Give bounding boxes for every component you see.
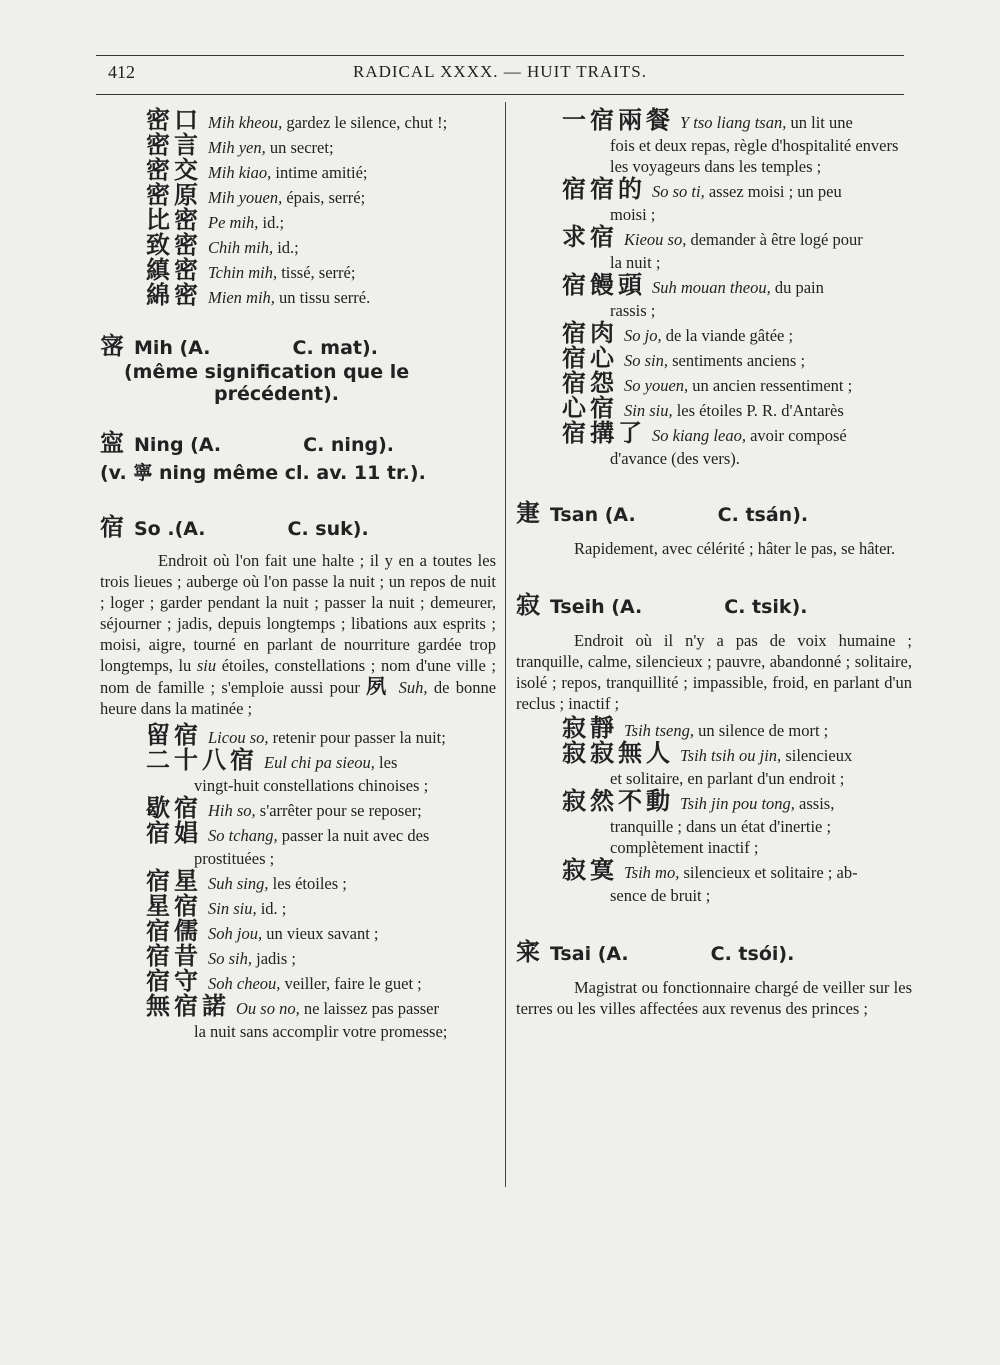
entry-cantonese: C. suk). [287, 518, 369, 540]
entry-char: 宷 [516, 938, 540, 966]
example-entry [146, 231, 496, 259]
example-continuation: moisi ; [610, 205, 656, 224]
example-chars: 綿密 [146, 281, 202, 309]
example-roman: Tsih tsih ou jin, [680, 746, 782, 765]
example-gloss: passer la nuit avec des [281, 826, 430, 845]
left-column [100, 108, 496, 1042]
entry-definition: Endroit où il n'y a pas de voix humaine ; tranquille, calme, silencieux ; pauvre, abandonné ; solitaire, isolé ; repos, tranquillité ; impassible, froid, en parlant d'un reclus ; inactif ; [516, 631, 912, 713]
example-gloss: assis, [799, 794, 835, 813]
example-entry [146, 892, 496, 920]
example-entry [562, 739, 912, 789]
example-gloss: de la viande gâtée ; [665, 326, 794, 345]
example-entry [562, 106, 912, 177]
example-roman: So sin, [624, 351, 669, 370]
example-chars: 宿肉 [562, 319, 618, 347]
entry-cantonese: C. ning). [303, 434, 394, 456]
entry-definition: Rapidement, avec célérité ; hâter le pas, se hâter. [574, 539, 896, 558]
example-roman: Hih so, [208, 801, 256, 820]
example-gloss: tissé, serré; [281, 263, 356, 282]
example-gloss: les étoiles ; [272, 874, 347, 893]
entry-title: Tsan (A. [550, 504, 636, 526]
example-entry [562, 175, 912, 225]
entry-ning [100, 423, 496, 485]
example-chars: 無宿諾 [146, 992, 230, 1020]
entry-title: Tseih (A. [550, 596, 643, 618]
example-entry [146, 156, 496, 184]
example-roman: Mien mih, [208, 288, 275, 307]
example-continuation: la nuit sans accomplir votre promesse; [194, 1022, 448, 1041]
def-roman: siu [196, 656, 217, 675]
example-roman: So jo, [624, 326, 662, 345]
entry-cantonese: C. mat). [292, 337, 378, 359]
header-rule-top [96, 55, 904, 56]
example-entry [146, 819, 496, 869]
example-chars: 縝密 [146, 256, 202, 284]
example-entry [562, 394, 912, 422]
example-gloss: les [379, 753, 398, 772]
so-examples [100, 721, 496, 1042]
example-roman: So so ti, [652, 182, 705, 201]
example-chars: 密原 [146, 181, 202, 209]
example-roman: Kieou so, [624, 230, 687, 249]
def-text: étoiles, constellations ; nom d'une ville ; nom de famille ; s'emploie aussi pour [100, 656, 496, 697]
example-roman: Ou so no, [236, 999, 300, 1018]
entry-cantonese: C. tsói). [710, 943, 795, 965]
example-entry [146, 942, 496, 970]
example-continuation: et solitaire, en parlant d'un endroit ; [610, 769, 845, 788]
example-continuation: sence de bruit ; [610, 886, 711, 905]
example-gloss: assez moisi ; un peu [708, 182, 842, 201]
example-entry [146, 794, 496, 822]
example-gloss: un vieux savant ; [266, 924, 379, 943]
example-roman: So kiang leao, [652, 426, 746, 445]
example-roman: So tchang, [208, 826, 278, 845]
example-roman: Soh jou, [208, 924, 263, 943]
ref-char: 寧 [133, 462, 153, 484]
example-roman: Tchin mih, [208, 263, 278, 282]
example-entry [146, 992, 496, 1042]
example-roman: Y tso liang tsan, [680, 113, 787, 132]
example-roman: Mih yen, [208, 138, 266, 157]
example-gloss: s'arrêter pour se reposer; [259, 801, 422, 820]
entry-line [100, 458, 496, 485]
example-entry [146, 181, 496, 209]
example-chars: 宿儒 [146, 917, 202, 945]
running-title: RADICAL XXXX. — HUIT TRAITS. [352, 62, 647, 81]
example-gloss: un lit une [790, 113, 853, 132]
example-gloss: du pain [774, 278, 824, 297]
example-entry [146, 967, 496, 995]
example-gloss: ne laissez pas passer [303, 999, 440, 1018]
example-chars: 致密 [146, 231, 202, 259]
def-roman: Suh, [398, 678, 428, 697]
so-examples-continued [516, 106, 912, 469]
example-roman: Tsih mo, [624, 863, 680, 882]
example-roman: Pe mih, [208, 213, 259, 232]
example-roman: Licou so, [208, 728, 269, 747]
example-chars: 求宿 [562, 223, 618, 251]
entry-tsan [516, 493, 912, 559]
example-chars: 寂寂無人 [562, 739, 674, 767]
example-entry [562, 369, 912, 397]
example-gloss: avoir composé [750, 426, 847, 445]
example-entry [562, 271, 912, 321]
example-entry [146, 917, 496, 945]
entry-cantonese: C. tsik). [724, 596, 808, 618]
example-continuation: tranquille ; dans un état d'inertie ; complètement inactif ; [610, 817, 832, 857]
entry-title: Ning (A. [134, 434, 222, 456]
example-gloss: un tissu serré. [279, 288, 371, 307]
mi-examples [100, 106, 496, 309]
example-chars: 宿搆了 [562, 419, 646, 447]
example-roman: Mih kiao, [208, 163, 272, 182]
tseih-examples [516, 714, 912, 906]
example-roman: Suh mouan theou, [652, 278, 771, 297]
example-chars: 一宿兩餐 [562, 106, 674, 134]
example-entry [146, 206, 496, 234]
example-roman: Chih mih, [208, 238, 274, 257]
example-entry [562, 787, 912, 858]
def-char: 夙 [366, 674, 393, 698]
example-roman: Mih youen, [208, 188, 283, 207]
example-continuation: rassis ; [610, 301, 656, 320]
example-gloss: id.; [262, 213, 285, 232]
entry-mih [100, 326, 496, 405]
example-entry [146, 131, 496, 159]
example-chars: 寂靜 [562, 714, 618, 742]
example-entry [562, 856, 912, 906]
example-roman: Sin siu, [624, 401, 673, 420]
example-roman: Suh sing, [208, 874, 269, 893]
example-chars: 寂寞 [562, 856, 618, 884]
example-gloss: retenir pour passer la nuit; [272, 728, 446, 747]
example-chars: 宿饅頭 [562, 271, 646, 299]
example-roman: Eul chi pa sieou, [264, 753, 375, 772]
example-roman: So sih, [208, 949, 253, 968]
example-continuation: la nuit ; [610, 253, 661, 272]
example-gloss: gardez le silence, chut !; [286, 113, 448, 132]
example-entry [562, 344, 912, 372]
example-continuation: prostituées ; [194, 849, 275, 868]
example-entry [562, 419, 912, 469]
example-roman: Soh cheou, [208, 974, 281, 993]
example-chars: 宿昔 [146, 942, 202, 970]
entry-char: 寁 [516, 499, 540, 527]
example-gloss: sentiments anciens ; [672, 351, 806, 370]
example-entry [146, 281, 496, 309]
entry-title: Tsai (A. [550, 943, 629, 965]
example-gloss: silencieux [785, 746, 853, 765]
example-gloss: id.; [277, 238, 299, 257]
example-chars: 宿星 [146, 867, 202, 895]
ref-prefix: (v. [100, 462, 127, 484]
def-text: Endroit où l'on fait une halte ; il y en a toutes les trois lieues ; auberge où l'on passe la nuit ; un repos de nuit ; loger ; garder pendant la nuit ; passer la nuit ; demeurer, séjourner ; jadis, depuis longtemps ; libations aux esprits ; moisi, aigre, tourné en parlant de nourriture gardée trop longtemps, lu [100, 551, 496, 675]
example-entry [146, 106, 496, 134]
example-chars: 二十八宿 [146, 746, 258, 774]
example-entry [146, 867, 496, 895]
entry-line: précédent). [214, 383, 340, 405]
entry-cantonese: C. tsán). [717, 504, 809, 526]
example-gloss: veiller, faire le guet ; [284, 974, 422, 993]
example-chars: 心宿 [562, 394, 618, 422]
example-chars: 密交 [146, 156, 202, 184]
example-continuation: fois et deux repas, règle d'hospitalité envers les voyageurs dans les temples ; [610, 136, 899, 176]
example-gloss: silencieux et solitaire ; ab- [683, 863, 858, 882]
example-chars: 寂然不動 [562, 787, 674, 815]
example-chars: 比密 [146, 206, 202, 234]
example-entry [146, 746, 496, 796]
example-gloss: un secret; [269, 138, 334, 157]
entry-title: Mih (A. [134, 337, 211, 359]
column-divider [505, 102, 506, 1187]
entry-tseih [516, 585, 912, 906]
example-gloss: un ancien ressentiment ; [692, 376, 853, 395]
example-chars: 留宿 [146, 721, 202, 749]
example-gloss: id. ; [260, 899, 287, 918]
entry-title: So .(A. [134, 518, 206, 540]
page-number: 412 [108, 62, 135, 82]
example-chars: 宿心 [562, 344, 618, 372]
entry-char: 宿 [100, 513, 124, 541]
example-entry [146, 256, 496, 284]
entry-char: 寂 [516, 591, 540, 619]
example-entry [146, 721, 496, 749]
example-chars: 密言 [146, 131, 202, 159]
entry-char: 宻 [100, 332, 124, 360]
example-chars: 星宿 [146, 892, 202, 920]
ref-text: ning même cl. av. 11 tr.). [159, 462, 426, 484]
example-chars: 密口 [146, 106, 202, 134]
example-entry [562, 223, 912, 273]
example-gloss: un silence de mort ; [698, 721, 829, 740]
example-chars: 宿娼 [146, 819, 202, 847]
example-continuation: vingt-huit constellations chinoises ; [194, 776, 429, 795]
example-roman: Tsih jin pou tong, [680, 794, 795, 813]
example-chars: 歇宿 [146, 794, 202, 822]
example-gloss: jadis ; [256, 949, 297, 968]
example-gloss: les étoiles P. R. d'Antarès [676, 401, 844, 420]
example-chars: 宿宿的 [562, 175, 646, 203]
example-roman: Mih kheou, [208, 113, 283, 132]
entry-line: (même signification que le [124, 361, 410, 383]
example-gloss: intime amitié; [275, 163, 368, 182]
right-column [516, 108, 912, 1019]
example-continuation: d'avance (des vers). [610, 449, 740, 468]
example-gloss: demander à être logé pour [690, 230, 863, 249]
example-chars: 宿怨 [562, 369, 618, 397]
header-rule-bottom [96, 94, 904, 95]
entry-tsai [516, 932, 912, 1019]
def-text: de bonne heure dans la matinée ; [100, 678, 497, 718]
entry-char: 寍 [100, 429, 124, 457]
example-gloss: épais, serré; [286, 188, 366, 207]
example-roman: Sin siu, [208, 899, 257, 918]
example-entry [562, 319, 912, 347]
example-entry [562, 714, 912, 742]
entry-definition: Magistrat ou fonctionnaire chargé de veiller sur les terres ou les villes affectées aux revenus des princes ; [516, 978, 912, 1018]
example-roman: Tsih tseng, [624, 721, 694, 740]
example-chars: 宿守 [146, 967, 202, 995]
entry-definition [100, 550, 496, 719]
entry-so [100, 507, 496, 1042]
example-roman: So youen, [624, 376, 689, 395]
